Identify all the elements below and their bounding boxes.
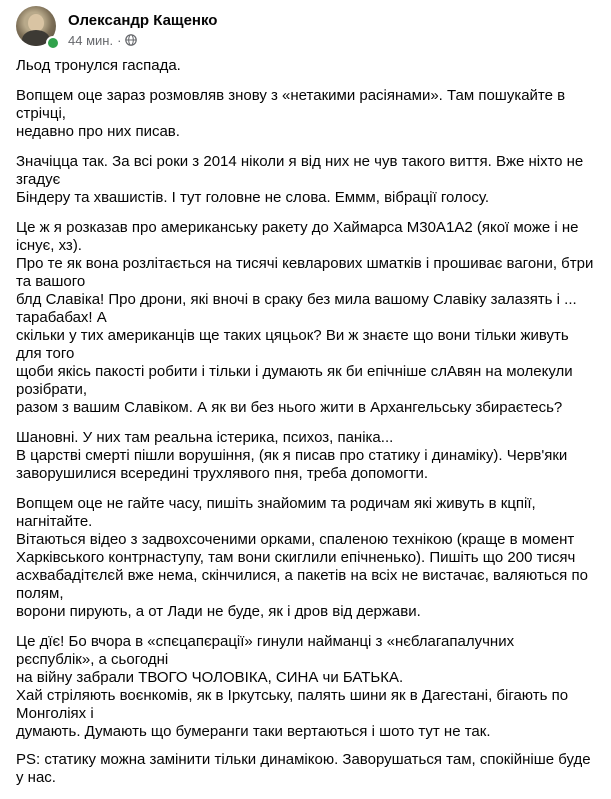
- globe-icon[interactable]: [125, 34, 137, 46]
- post-paragraph: Вопщем оце зараз розмовляв знову з «нетакими расіянами». Там пошукайте в стрічці, недавно про них писав.: [16, 87, 566, 140]
- post-paragraph: Шановні. У них там реальна істерика, психоз, паніка... В царстві смерті пішли ворушіння, (як я писав про статику і динаміку). Черв'яки заворушилися всередині трухлявого пня, треба допомогти.: [16, 429, 568, 482]
- post-body: [16, 57, 596, 799]
- post-paragraph: Це ж я розказав про американську ракету до Хаймарса М30А1А2 (якої може і не існує, хз). Про те як вона розлітається на тисячі кевларових шматків і прошиває вагони, бтри та вашого блд Славіка! Про дрони, які вночі в сраку без мила вашому Славіку залазять і ... тарабабах! А скільки у тих американців ще таких цяцьок? Ви ж знаєте що вони тільки живуть для того щоби якісь пакості робити і тільки і думають як би епічніше слАвян на молекули розібрати, разом з вашим Славіком. А як ви без нього жити в Архангельську збираєтесь?: [16, 219, 594, 416]
- post-paragraph: PS: статику можна замінити тільки динамікою. Заворушаться там, спокійніше буде у нас.: [16, 751, 591, 786]
- post-header: [16, 6, 596, 50]
- post-timestamp[interactable]: 44 мин.: [68, 32, 114, 48]
- post-paragraph: Значіцца так. За всі роки з 2014 ніколи я від них не чув такого виття. Вже ніхто не згадує Біндеру та хвашистів. І тут головне не слова. Еммм, вібрації голосу.: [16, 153, 584, 206]
- post-meta: [68, 32, 137, 48]
- post-paragraph: Вопщем оце не гайте часу, пишіть знайомим та родичам які живуть в кцпії, нагнітайте. Вітаються відео з задвохсоченими орками, спаленою технікою (краще в момент Харківського контрнаступу, там вони скиглили епічненько). Пишіть що 200 тисяч асхвабадітєлєй вже нема, скінчилися, а пакетів на всіх не вистачає, валяються по полям, ворони пирують, а от Лади не буде, як і дров від держави.: [16, 495, 588, 620]
- online-status-indicator: [46, 36, 60, 50]
- author-name[interactable]: Олександр Кащенко: [68, 12, 218, 29]
- post-paragraph: Це дїє! Бо вчора в «спєцапєрації» гинули найманці з «нєблагапалучних рєспублік», а сьогодні на війну забрали ТВОГО ЧОЛОВІКА, СИНА чи БАТЬКА. Хай стріляють воєнкомів, як в Іркутську, палять шини як в Дагестані, бігають по Монголіях і думають. Думають що бумеранги таки вертаються і шото тут не так.: [16, 633, 569, 740]
- meta-separator: ·: [117, 32, 122, 48]
- post-paragraph: Льод тронулся гаспада.: [16, 57, 181, 74]
